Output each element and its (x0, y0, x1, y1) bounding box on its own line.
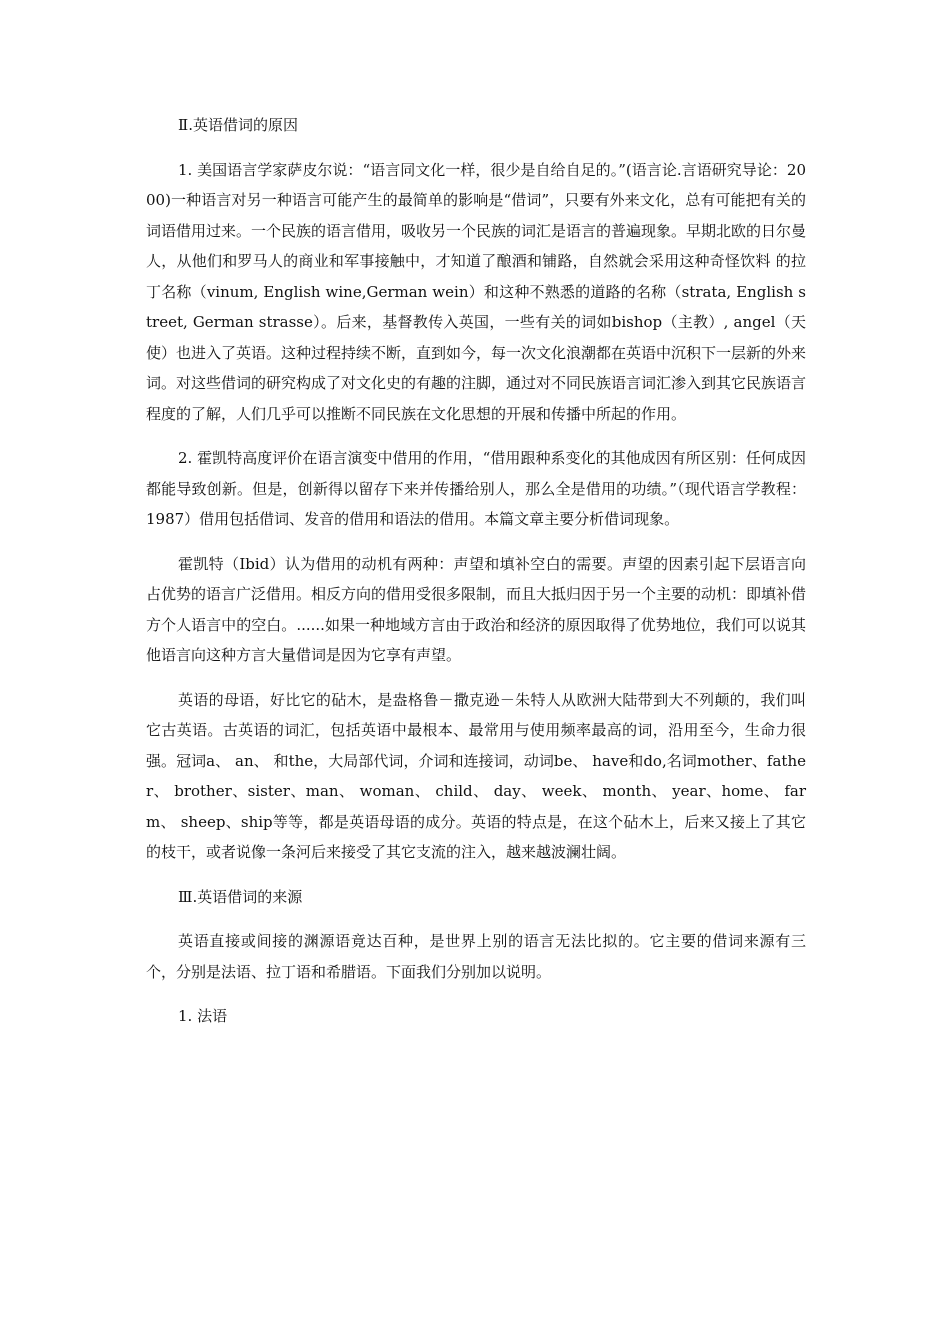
document-body (146, 110, 806, 1046)
subheading-french: 1. 法语 (178, 1007, 228, 1025)
paragraph-hockett-borrowing: 2. 霍凯特高度评价在语言演变中借用的作用，“借用跟种系变化的其他成因有所区别：任何成因都能导致创新。但是，创新得以留存下来并传播给别人，那么全是借用的功绩。”（现代语言学教程：1987）借用包括借词、发音的借用和语法的借用。本篇文章主要分析借词现象。 (146, 449, 806, 528)
paragraph-sapir-quote: 1. 美国语言学家萨皮尔说：“语言同文化一样，很少是自给自足的。”(语言论.言语研究导论：2000)一种语言对另一种语言可能产生的最简单的影响是“借词”，只要有外来文化，总有可能把有关的词语借用过来。一个民族的语言借用，吸收另一个民族的词汇是语言的普遍现象。早期北欧的日尔曼人，从他们和罗马人的商业和军事接触中，才知道了酿酒和铺路，自然就会采用这种奇怪饮料 的拉丁名称（vinum, English wine,German wein）和这种不熟悉的道路的名称（strata, English street, German strasse）。后来，基督教传入英国，一些有关的词如bishop（主教）, angel（天使）也进入了英语。这种过程持续不断，直到如今，每一次文化浪潮都在英语中沉积下一层新的外来词。对这些借词的研究构成了对文化史的有趣的注脚，通过对不同民族语言词汇渗入到其它民族语言程度的了解，人们几乎可以推断不同民族在文化思想的开展和传播中所起的作用。 (146, 160, 807, 423)
section-heading-sources: Ⅲ.英语借词的来源 (178, 887, 303, 906)
paragraph-old-english: 英语的母语，好比它的砧木，是盎格鲁－撒克逊－朱特人从欧洲大陆带到大不列颠的，我们叫它古英语。古英语的词汇，包括英语中最根本、最常用与使用频率最高的词，沿用至今，生命力很强。冠词a、 an、 和the，大局部代词，介词和连接词，动词be、 have和do,名词mother、father、 brother、sister、man、 woman、 child、 day、 week、 month、 year、home、 farm、 sheep、ship等等，都是英语母语的成分。英语的特点是，在这个砧木上，后来又接上了其它的枝干，或者说像一条河后来接受了其它支流的注入，越来越波澜壮阔。 (146, 690, 806, 861)
section-heading-reasons: Ⅱ.英语借词的原因 (178, 116, 298, 134)
paragraph-borrowing-motives: 霍凯特（Ibid）认为借用的动机有两种：声望和填补空白的需要。声望的因素引起下层语言向占优势的语言广泛借用。相反方向的借用受很多限制，而且大抵归因于另一个主要的动机：即填补借方个人语言中的空白。......如果一种地域方言由于政治和经济的原因取得了优势地位，我们可以说其他语言向这种方言大量借词是因为它享有声望。 (146, 554, 807, 664)
paragraph-sources-intro: 英语直接或间接的渊源语竟达百种，是世界上别的语言无法比拟的。它主要的借词来源有三个，分别是法语、拉丁语和希腊语。下面我们分别加以说明。 (146, 932, 806, 981)
